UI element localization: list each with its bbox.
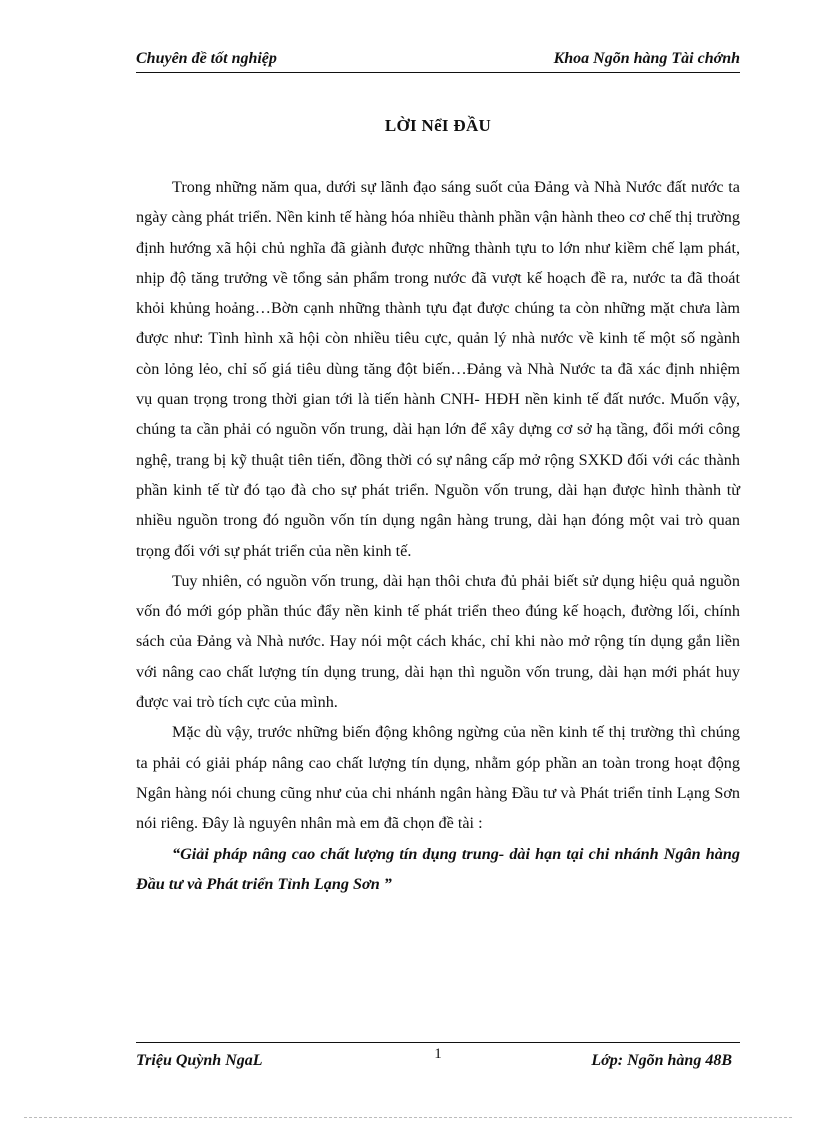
header-faculty: Khoa Ngõn hàng Tài chớnh — [553, 50, 740, 67]
page-header — [136, 46, 740, 74]
paragraph-1: Trong những năm qua, dưới sự lãnh đạo sáng suốt của Đảng và Nhà Nước đất nước ta ngày càng phát triển. Nền kinh tế hàng hóa nhiều thành phần vận hành theo cơ chế thị trường định hướng xã hội chủ nghĩa đã giành được những thành tựu to lớn như kiềm chế lạm phát, nhịp độ tăng trưởng về tổng sản phẩm trong nước đã vượt kế hoạch đề ra, nước ta đã thoát khỏi khủng hoảng…Bờn cạnh những thành tựu đạt được chúng ta còn những mặt chưa làm được như: Tình hình xã hội còn nhiều tiêu cực, quản lý nhà nước về kinh tế một số ngành còn lỏng lẻo, chỉ số giá tiêu dùng tăng đột biến…Đảng và Nhà Nước ta đã xác định nhiệm vụ quan trọng trong thời gian tới là tiến hành CNH- HĐH nền kinh tế đất nước. Muốn vậy, chúng ta cần phải có nguồn vốn trung, dài hạn lớn để xây dựng cơ sở hạ tầng, đổi mới công nghệ, trang bị kỹ thuật tiên tiến, đồng thời có sự nâng cấp mở rộng SXKD đối với các thành phần kinh tế từ đó tạo đà cho sự phát triển. Nguồn vốn trung, dài hạn được hình thành từ nhiều nguồn trong đó nguồn vốn tín dụng ngân hàng trung, dài hạn đóng một vai trò quan trọng đối với sự phát triển của nền kinh tế. — [136, 178, 740, 560]
page-number: 1 — [434, 1046, 442, 1062]
paragraph-3: Mặc dù vậy, trước những biến động không ngừng của nền kinh tế thị trường thì chúng ta phải có giải pháp nâng cao chất lượng tín dụng, nhằm góp phần an toàn trong hoạt động Ngân hàng nói chung cũng như của chi nhánh ngân hàng Đầu tư và Phát triển tỉnh Lạng Sơn nói riêng. Đây là nguyên nhân mà em đã chọn đề tài : — [136, 723, 740, 833]
page-bottom-edge — [24, 1117, 792, 1118]
paragraph-2: Tuy nhiên, có nguồn vốn trung, dài hạn thôi chưa đủ phải biết sử dụng hiệu quả nguồn vốn đó mới góp phần thúc đẩy nền kinh tế phát triển theo đúng kế hoạch, đường lối, chính sách của Đảng và Nhà nước. Hay nói một cách khác, chỉ khi nào mở rộng tín dụng gắn liền với nâng cao chất lượng tín dụng trung, dài hạn thì nguồn vốn trung, dài hạn mới phát huy được vai trò tích cực của mình. — [136, 571, 740, 712]
footer-rule — [136, 1042, 740, 1043]
page-footer — [136, 1042, 740, 1082]
footer-class: Lớp: Ngõn hàng 48B — [591, 1052, 732, 1069]
thesis-topic-quote: “Giải pháp nâng cao chất lượng tín dụng trung- dài hạn tại chi nhánh Ngân hàng Đầu tư và Phát triển Tỉnh Lạng Sơn ” — [136, 844, 740, 893]
document-title: LỜI NểI ĐẦU — [384, 116, 492, 135]
document-body — [136, 172, 740, 899]
header-rule — [136, 72, 740, 73]
header-course-title: Chuyên đề tốt nghiệp — [136, 50, 277, 67]
footer-author: Triệu Quỳnh NgaL — [136, 1052, 263, 1069]
